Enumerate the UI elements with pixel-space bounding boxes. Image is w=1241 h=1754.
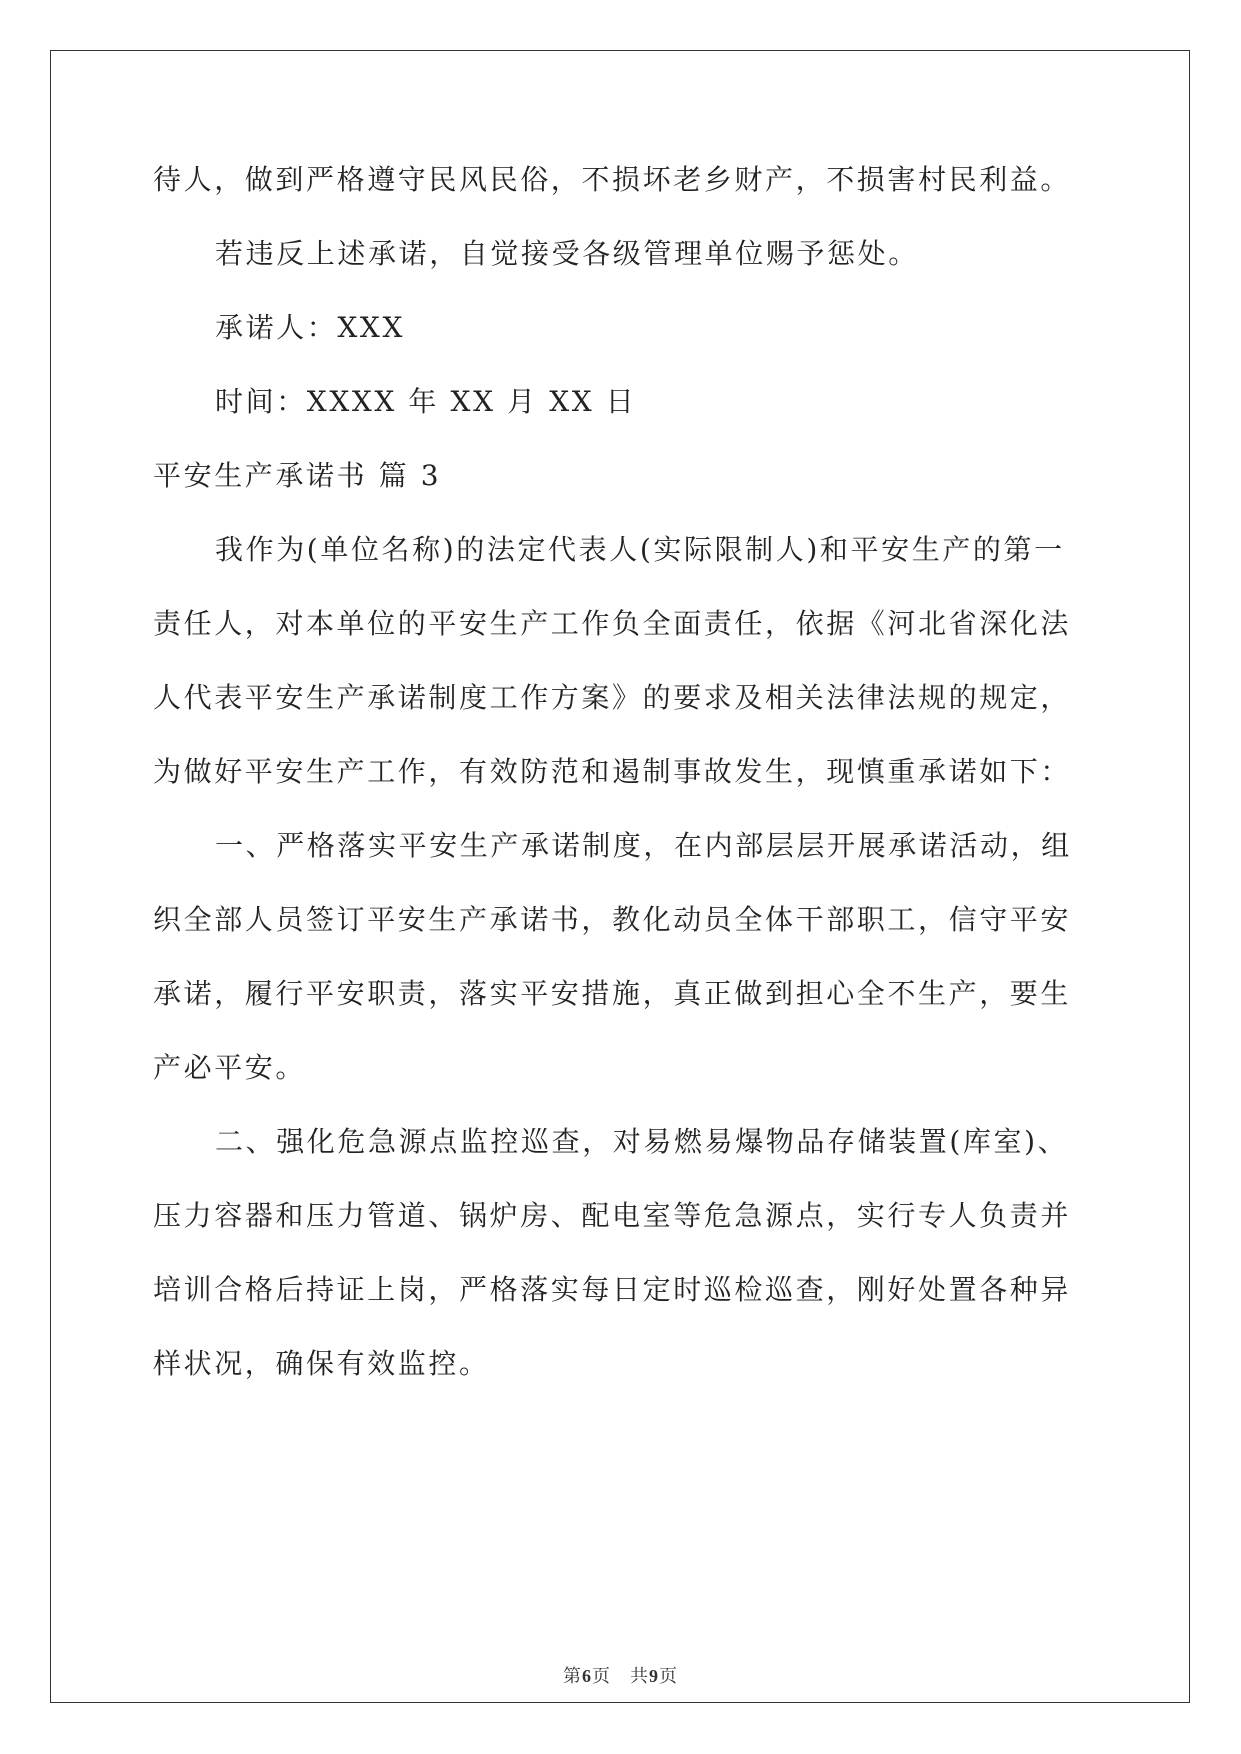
footer-middle: 页 共 [592,1666,649,1687]
text-line-13: 产必平安。 [153,1051,307,1084]
document-body [153,165,1093,1423]
text-line-15: 压力容器和压力管道、锅炉房、配电室等危急源点，实行专人负责并 [153,1199,1072,1232]
footer-suffix: 页 [659,1666,678,1687]
footer-prefix: 第 [563,1666,582,1687]
text-line-11: 织全部人员签订平安生产承诺书，教化动员全体干部职工，信守平安 [153,903,1072,936]
promisor-line: 承诺人：XXX [215,311,406,344]
text-line-7: 责任人，对本单位的平安生产工作负全面责任，依据《河北省深化法 [153,607,1072,640]
page-footer [0,1662,1241,1688]
section-heading: 平安生产承诺书 篇 3 [153,459,442,492]
text-line-12: 承诺，履行平安职责，落实平安措施，真正做到担心全不生产，要生 [153,977,1072,1010]
total-pages-number: 9 [649,1666,659,1686]
text-line-6: 我作为(单位名称)的法定代表人(实际限制人)和平安生产的第一 [215,533,1065,566]
text-line-2: 若违反上述承诺，自觉接受各级管理单位赐予惩处。 [215,237,919,270]
date-line: 时间：XXXX 年 XX 月 XX 日 [215,385,637,418]
text-line-1: 待人，做到严格遵守民风民俗，不损坏老乡财产，不损害村民利益。 [153,163,1072,196]
current-page-number: 6 [582,1666,592,1686]
text-line-10: 一、严格落实平安生产承诺制度，在内部层层开展承诺活动，组 [215,829,1072,862]
text-line-16: 培训合格后持证上岗，严格落实每日定时巡检巡查，刚好处置各种异 [153,1273,1072,1306]
text-line-14: 二、强化危急源点监控巡查，对易燃易爆物品存储装置(库室)、 [215,1125,1069,1158]
text-line-9: 为做好平安生产工作，有效防范和遏制事故发生，现慎重承诺如下： [153,755,1072,788]
text-line-8: 人代表平安生产承诺制度工作方案》的要求及相关法律法规的规定， [153,681,1072,714]
text-line-17: 样状况，确保有效监控。 [153,1347,490,1380]
